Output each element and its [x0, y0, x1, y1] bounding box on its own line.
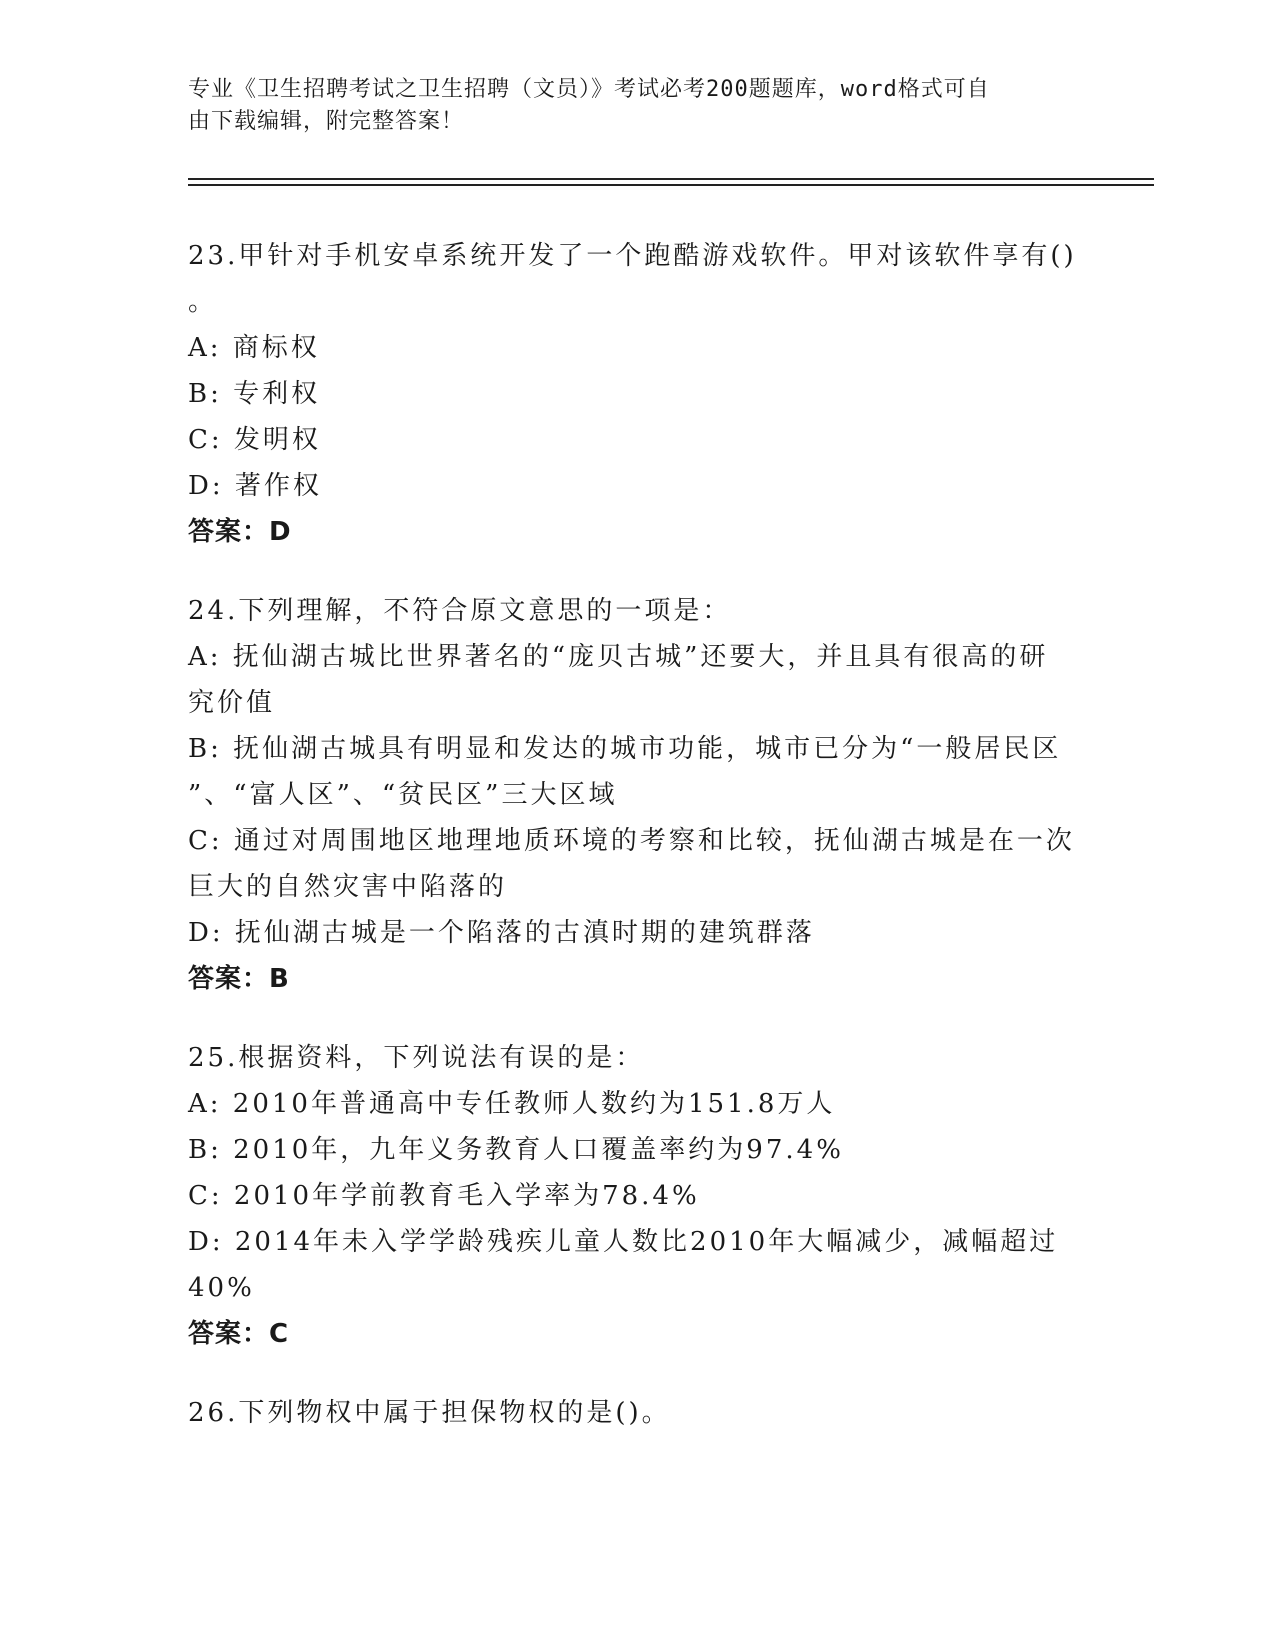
question-stem: 24.下列理解，不符合原文意思的一项是：: [188, 596, 732, 626]
question-23: [188, 233, 1088, 555]
option-d-continuation: 40%: [188, 1273, 255, 1303]
option-c: C: 通过对周围地区地理地质环境的考察和比较，抚仙湖古城是在一次: [188, 826, 1075, 856]
question-stem: 25.根据资料，下列说法有误的是：: [188, 1043, 645, 1073]
option-a: A: 2010年普通高中专任教师人数约为151.8万人: [188, 1089, 836, 1119]
document-header: [188, 74, 1068, 138]
option-d: D: 2014年未入学学龄残疾儿童人数比2010年大幅减少，减幅超过: [188, 1227, 1059, 1257]
option-a: A: 商标权: [188, 333, 320, 363]
option-b: B: 2010年，九年义务教育人口覆盖率约为97.4%: [188, 1135, 844, 1165]
answer-label: 答案：C: [188, 1319, 290, 1349]
option-d: D: 著作权: [188, 471, 322, 501]
option-a: A: 抚仙湖古城比世界著名的“庞贝古城”还要大，并且具有很高的研: [188, 642, 1049, 672]
question-24: [188, 588, 1088, 1002]
question-list: [188, 233, 1088, 1469]
header-divider-bottom: [188, 184, 1154, 186]
header-line-1: 专业《卫生招聘考试之卫生招聘（文员）》考试必考200题题库，word格式可自: [188, 77, 990, 102]
option-b: B: 抚仙湖古城具有明显和发达的城市功能，城市已分为“一般居民区: [188, 734, 1062, 764]
option-c: C: 发明权: [188, 425, 321, 455]
header-line-2: 由下载编辑，附完整答案！: [188, 109, 465, 134]
option-c: C: 2010年学前教育毛入学率为78.4%: [188, 1181, 700, 1211]
question-stem: 23.甲针对手机安卓系统开发了一个跑酷游戏软件。甲对该软件享有(): [188, 241, 1077, 271]
question-26: [188, 1390, 1088, 1436]
option-a-continuation: 究价值: [188, 688, 276, 718]
option-b: B: 专利权: [188, 379, 321, 409]
question-25: [188, 1035, 1088, 1357]
option-d: D: 抚仙湖古城是一个陷落的古滇时期的建筑群落: [188, 918, 815, 948]
question-stem: 26.下列物权中属于担保物权的是()。: [188, 1398, 671, 1428]
answer-label: 答案：B: [188, 964, 290, 994]
answer-label: 答案：D: [188, 517, 292, 547]
header-divider-top: [188, 178, 1154, 180]
question-stem-continuation: 。: [188, 287, 218, 317]
option-b-continuation: ”、“富人区”、“贫民区”三大区域: [188, 780, 618, 810]
option-c-continuation: 巨大的自然灾害中陷落的: [188, 872, 508, 902]
